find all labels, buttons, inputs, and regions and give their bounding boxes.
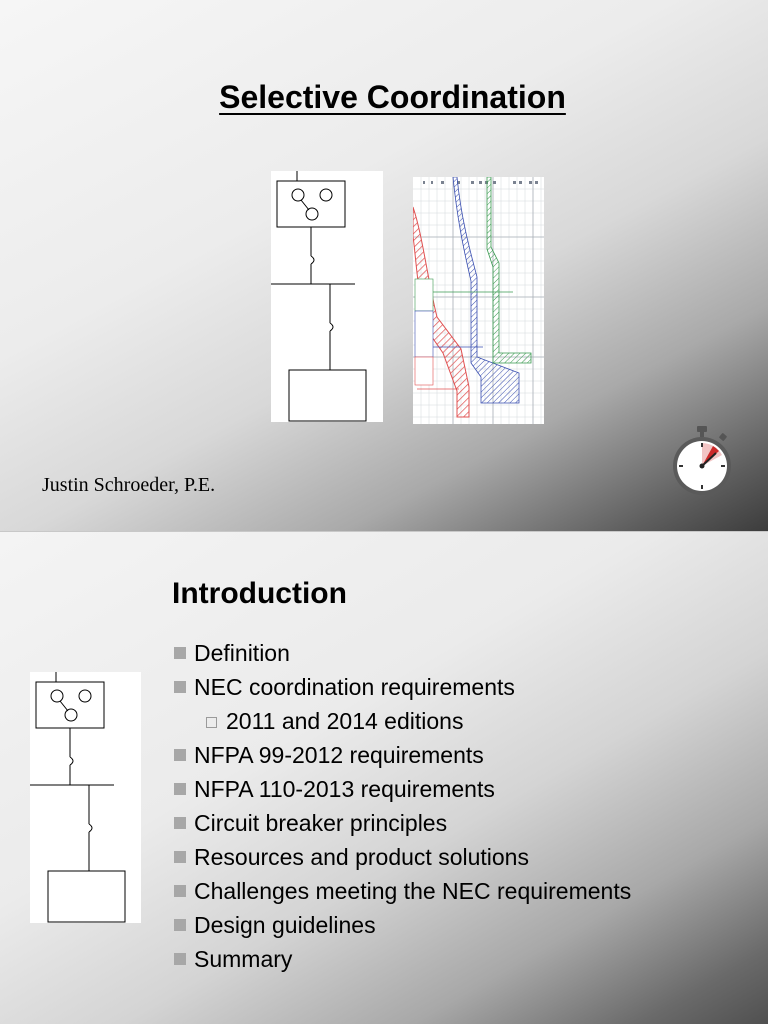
square-bullet-icon [174, 885, 186, 897]
square-bullet-icon [174, 817, 186, 829]
square-bullet-icon [174, 851, 186, 863]
bullet-item: Definition [174, 636, 631, 670]
bullet-item: Challenges meeting the NEC requirements [174, 874, 631, 908]
bullet-item: NEC coordination requirements [174, 670, 631, 704]
bullet-item: Circuit breaker principles [174, 806, 631, 840]
bullet-item: Summary [174, 942, 631, 976]
bullet-list [174, 636, 631, 976]
bullet-item: Resources and product solutions [174, 840, 631, 874]
square-bullet-icon [174, 681, 186, 693]
bullet-item: NFPA 110-2013 requirements [174, 772, 631, 806]
stopwatch-icon [670, 424, 734, 498]
hollow-square-bullet-icon [206, 717, 217, 728]
slide-title: Selective Coordination [219, 79, 566, 115]
sub-bullet-item: 2011 and 2014 editions [174, 704, 631, 738]
author-name: Justin Schroeder, P.E. [42, 474, 216, 496]
one-line-diagram [271, 171, 383, 422]
square-bullet-icon [174, 919, 186, 931]
square-bullet-icon [174, 647, 186, 659]
square-bullet-icon [174, 749, 186, 761]
square-bullet-icon [174, 953, 186, 965]
time-current-curve-figure [413, 177, 544, 424]
bullet-item: Design guidelines [174, 908, 631, 942]
square-bullet-icon [174, 783, 186, 795]
slide-heading: Introduction [172, 577, 347, 610]
bullet-item: NFPA 99-2012 requirements [174, 738, 631, 772]
one-line-diagram-small [30, 672, 141, 923]
